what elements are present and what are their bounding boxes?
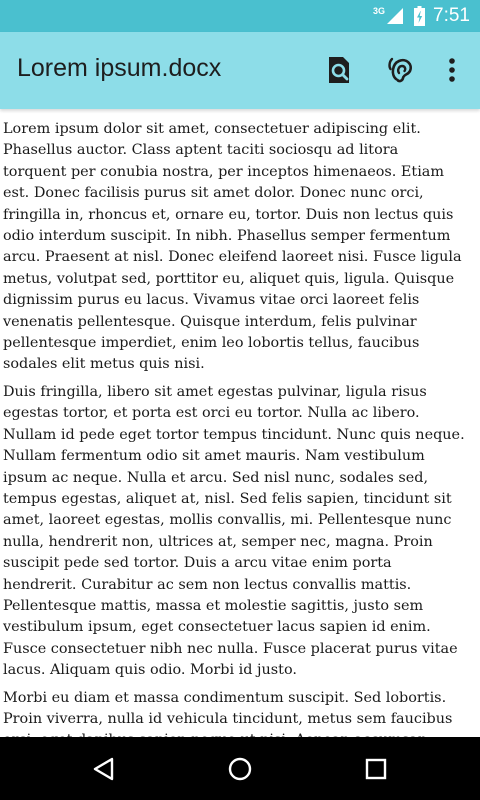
battery-icon bbox=[414, 6, 425, 26]
status-clock: 7:51 bbox=[433, 5, 470, 26]
app-bar bbox=[0, 32, 480, 109]
status-icons bbox=[373, 0, 470, 32]
home-button[interactable] bbox=[218, 747, 262, 791]
recents-button[interactable] bbox=[354, 747, 398, 791]
status-bar bbox=[0, 0, 480, 32]
document-title: Lorem ipsum.docx bbox=[17, 54, 222, 82]
network-type-label: 3G bbox=[373, 6, 386, 16]
signal-icon bbox=[386, 7, 404, 25]
find-in-document-button[interactable] bbox=[321, 52, 357, 88]
document-content[interactable] bbox=[0, 109, 480, 737]
document-paragraph: Morbi eu diam et massa condimentum suscipit. Sed lobortis. Proin viverra, nulla id vehicula tincidunt, metus sem faucibus bbox=[3, 689, 453, 727]
document-paragraph: Lorem ipsum dolor sit amet, consectetuer adipiscing elit. Phasellus auctor. Class aptent taciti sociosqu ad litora torquent per conubia nostra, per inceptos himenaeos. Etiam est. Donec facilisis purus sit amet dolor. Donec nunc orci, fringilla in, rhoncus et, ornare eu, tortor. Duis non lectus quis odio interdum suscipit. In nibh. Phasellus semper fermentum arcu. Praesent at nisl. Donec eleifend laoreet nisi. Fusce ligula metus, volutpat sed, porttitor eu, aliquet quis, ligula. Quisque dignissim purus eu lacus. Vivamus vitae orci laoreet felis venenatis pellentesque. Quisque interdum, felis pulvinar pellentesque imperdiet, enim leo lobortis tellus, faucibus sodales elit metus quis nisi. bbox=[3, 121, 462, 373]
back-button[interactable] bbox=[82, 747, 126, 791]
text-to-speech-button[interactable] bbox=[384, 52, 420, 88]
more-options-button[interactable] bbox=[434, 52, 470, 88]
text-to-speech-icon bbox=[388, 56, 416, 84]
back-icon bbox=[91, 756, 117, 782]
document-paragraph: Duis fringilla, libero sit amet egestas pulvinar, ligula risus egestas tortor, et porta est orci eu tortor. Nulla ac libero. Nullam id pede eget tortor tempus tincidunt. Nunc quis neque. Nullam fermentum odio sit amet mauris. Nam vestibulum ipsum ac neque. Nulla et arcu. Sed nisl nunc, sodales sed, tempus egestas, aliquet at, nisl. Sed felis sapien, tincidunt sit amet, laoreet egestas, mollis convallis, mi. Pellentesque nunc nulla, hendrerit non, ultrices at, semper nec, magna. Proin suscipit pede sed tortor. Duis a arcu vitae enim porta hendrerit. Curabitur ac sem non lectus convallis mattis. Pellentesque mattis, massa et molestie sagittis, justo sem vestibulum ipsum, eget consectetuer lacus sapien id enim. Fusce consectetuer nibh nec nulla. Fusce placerat purus vitae lacus. Aliquam quis odio. Morbi id justo. bbox=[3, 383, 465, 679]
navigation-bar bbox=[0, 737, 480, 800]
more-options-icon bbox=[448, 57, 456, 83]
find-in-document-icon bbox=[326, 56, 352, 84]
home-icon bbox=[227, 756, 253, 782]
recents-icon bbox=[364, 757, 388, 781]
